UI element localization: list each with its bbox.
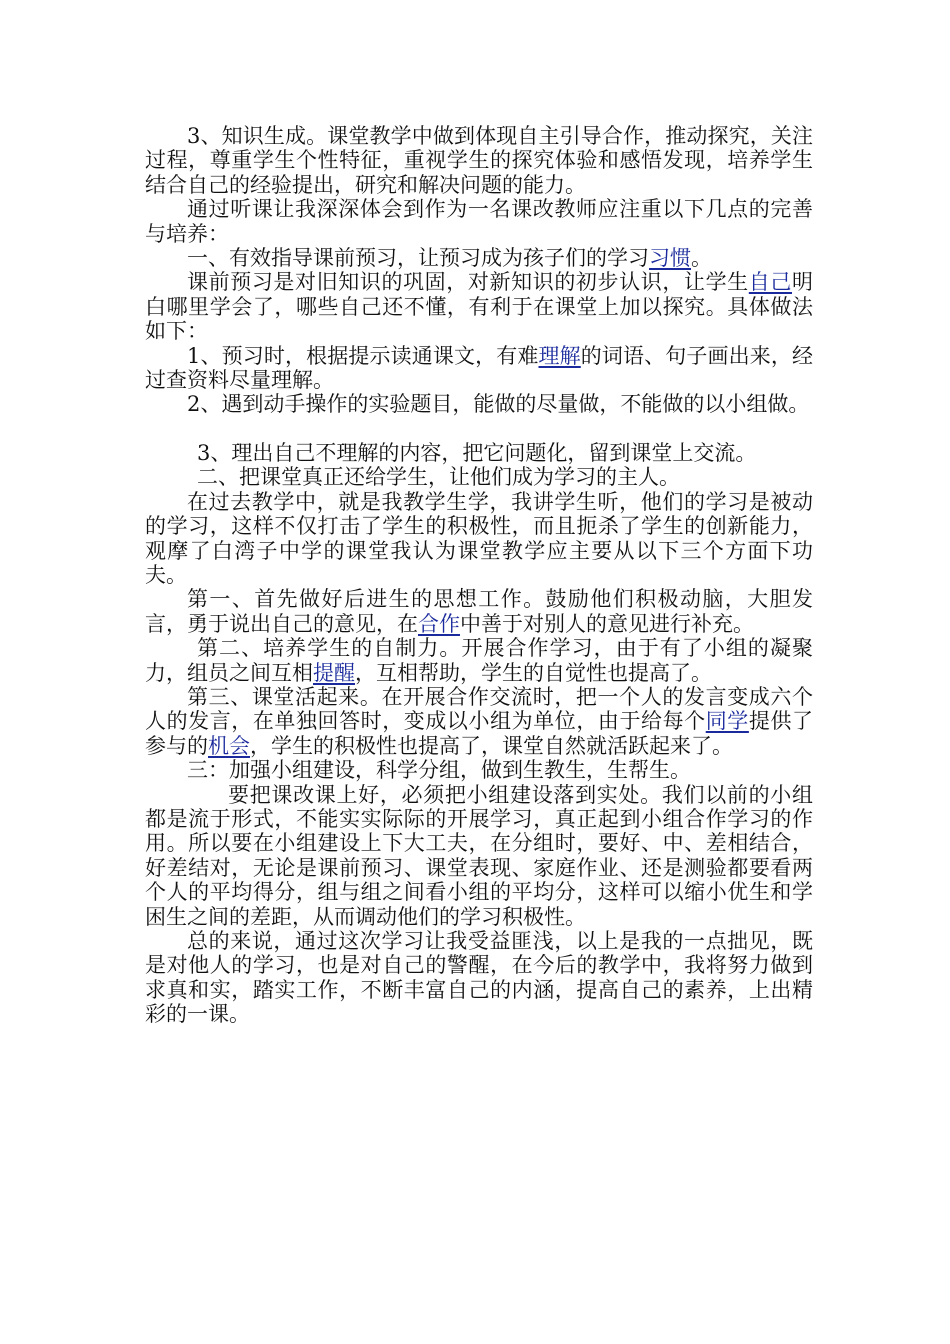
paragraph-third-point: 第三、课堂活起来。在开展合作交流时，把一个人的发言变成六个人的发言，在单独回答时，变成以小组为单位，由于给每个同学提供了参与的机会，学生的积极性也提高了，课堂自然就活跃起来了。	[145, 684, 814, 758]
paragraph-second-point: 第二、培养学生的自制力。开展合作学习，由于有了小组的凝聚力，组员之间互相提醒，互相帮助，学生的自觉性也提高了。	[145, 636, 813, 685]
paragraph-intro-points: 通过听课让我深深体会到作为一名课改教师应注重以下几点的完善与培养：	[145, 197, 813, 246]
paragraph-past-teaching: 在过去教学中，就是我教学生学，我讲学生听，他们的学习是被动的学习，这样不仅打击了学生的积极性，而且扼杀了学生的创新能力，观摩了白湾子中学的课堂我认为课堂教学应主要从以下三个方面下功夫。	[145, 489, 813, 587]
paragraph-conclusion: 总的来说，通过这次学习让我受益匪浅，以上是我的一点拙见，既是对他人的学习，也是对自己的警醒，在今后的教学中，我将努力做到求真和实，踏实工作，不断丰富自己的内涵，提高自己的素养，上出精彩的一课。	[145, 929, 813, 1027]
heading-preview-guidance: 一、有效指导课前预习，让预习成为孩子们的学习习惯。	[187, 246, 712, 271]
list-item-preview-2: 2、遇到动手操作的实验题目，能做的尽量做，不能做的以小组做。	[187, 392, 810, 417]
link-opportunity[interactable]: 机会	[208, 733, 250, 758]
link-understand[interactable]: 理解	[538, 343, 581, 368]
link-cooperation[interactable]: 合作	[418, 611, 460, 636]
heading-return-classroom: 二、把课堂真正还给学生，让他们成为学习的主人。	[197, 465, 680, 490]
paragraph-first-point: 第一、首先做好后进生的思想工作。鼓励他们积极动脑，大胆发言，勇于说出自己的意见，在合作中善于对别人的意见进行补充。	[145, 587, 813, 636]
list-item-preview-3: 3、理出自己不理解的内容，把它问题化，留到课堂上交流。	[197, 440, 757, 465]
link-classmate[interactable]: 同学	[705, 709, 749, 734]
link-habit[interactable]: 习惯	[649, 246, 691, 271]
list-item-preview-1: 1、预习时，根据提示读通课文，有难理解的词语、句子画出来，经过查资料尽量理解。	[145, 343, 814, 393]
paragraph-preview-purpose: 课前预习是对旧知识的巩固，对新知识的初步认识，让学生自己明白哪里学会了，哪些自己还不懂，有利于在课堂上加以探究。具体做法如下：	[145, 270, 814, 344]
paragraph-group-building: 要把课改课上好，必须把小组建设落到实处。我们以前的小组都是流于形式，不能实实际际的开展学习，真正起到小组合作学习的作用。所以要在小组建设上下大工夫，在分组时，要好、中、差相结合，好差结对，无论是课前预习、课堂表现、家庭作业、还是测验都要看两个人的平均得分，组与组之间看小组的平均分，这样可以缩小优生和学困生之间的差距，从而调动他们的学习积极性。	[145, 782, 813, 929]
document-body	[145, 124, 813, 1027]
heading-group-building: 三：加强小组建设，科学分组，做到生教生，生帮生。	[187, 758, 691, 783]
paragraph-knowledge-generation: 3、知识生成。课堂教学中做到体现自主引导合作，推动探究，关注过程，尊重学生个性特征，重视学生的探究体验和感悟发现，培养学生结合自己的经验提出，研究和解决问题的能力。	[145, 124, 813, 197]
link-self[interactable]: 自己	[748, 270, 793, 295]
link-remind[interactable]: 提醒	[313, 660, 355, 685]
